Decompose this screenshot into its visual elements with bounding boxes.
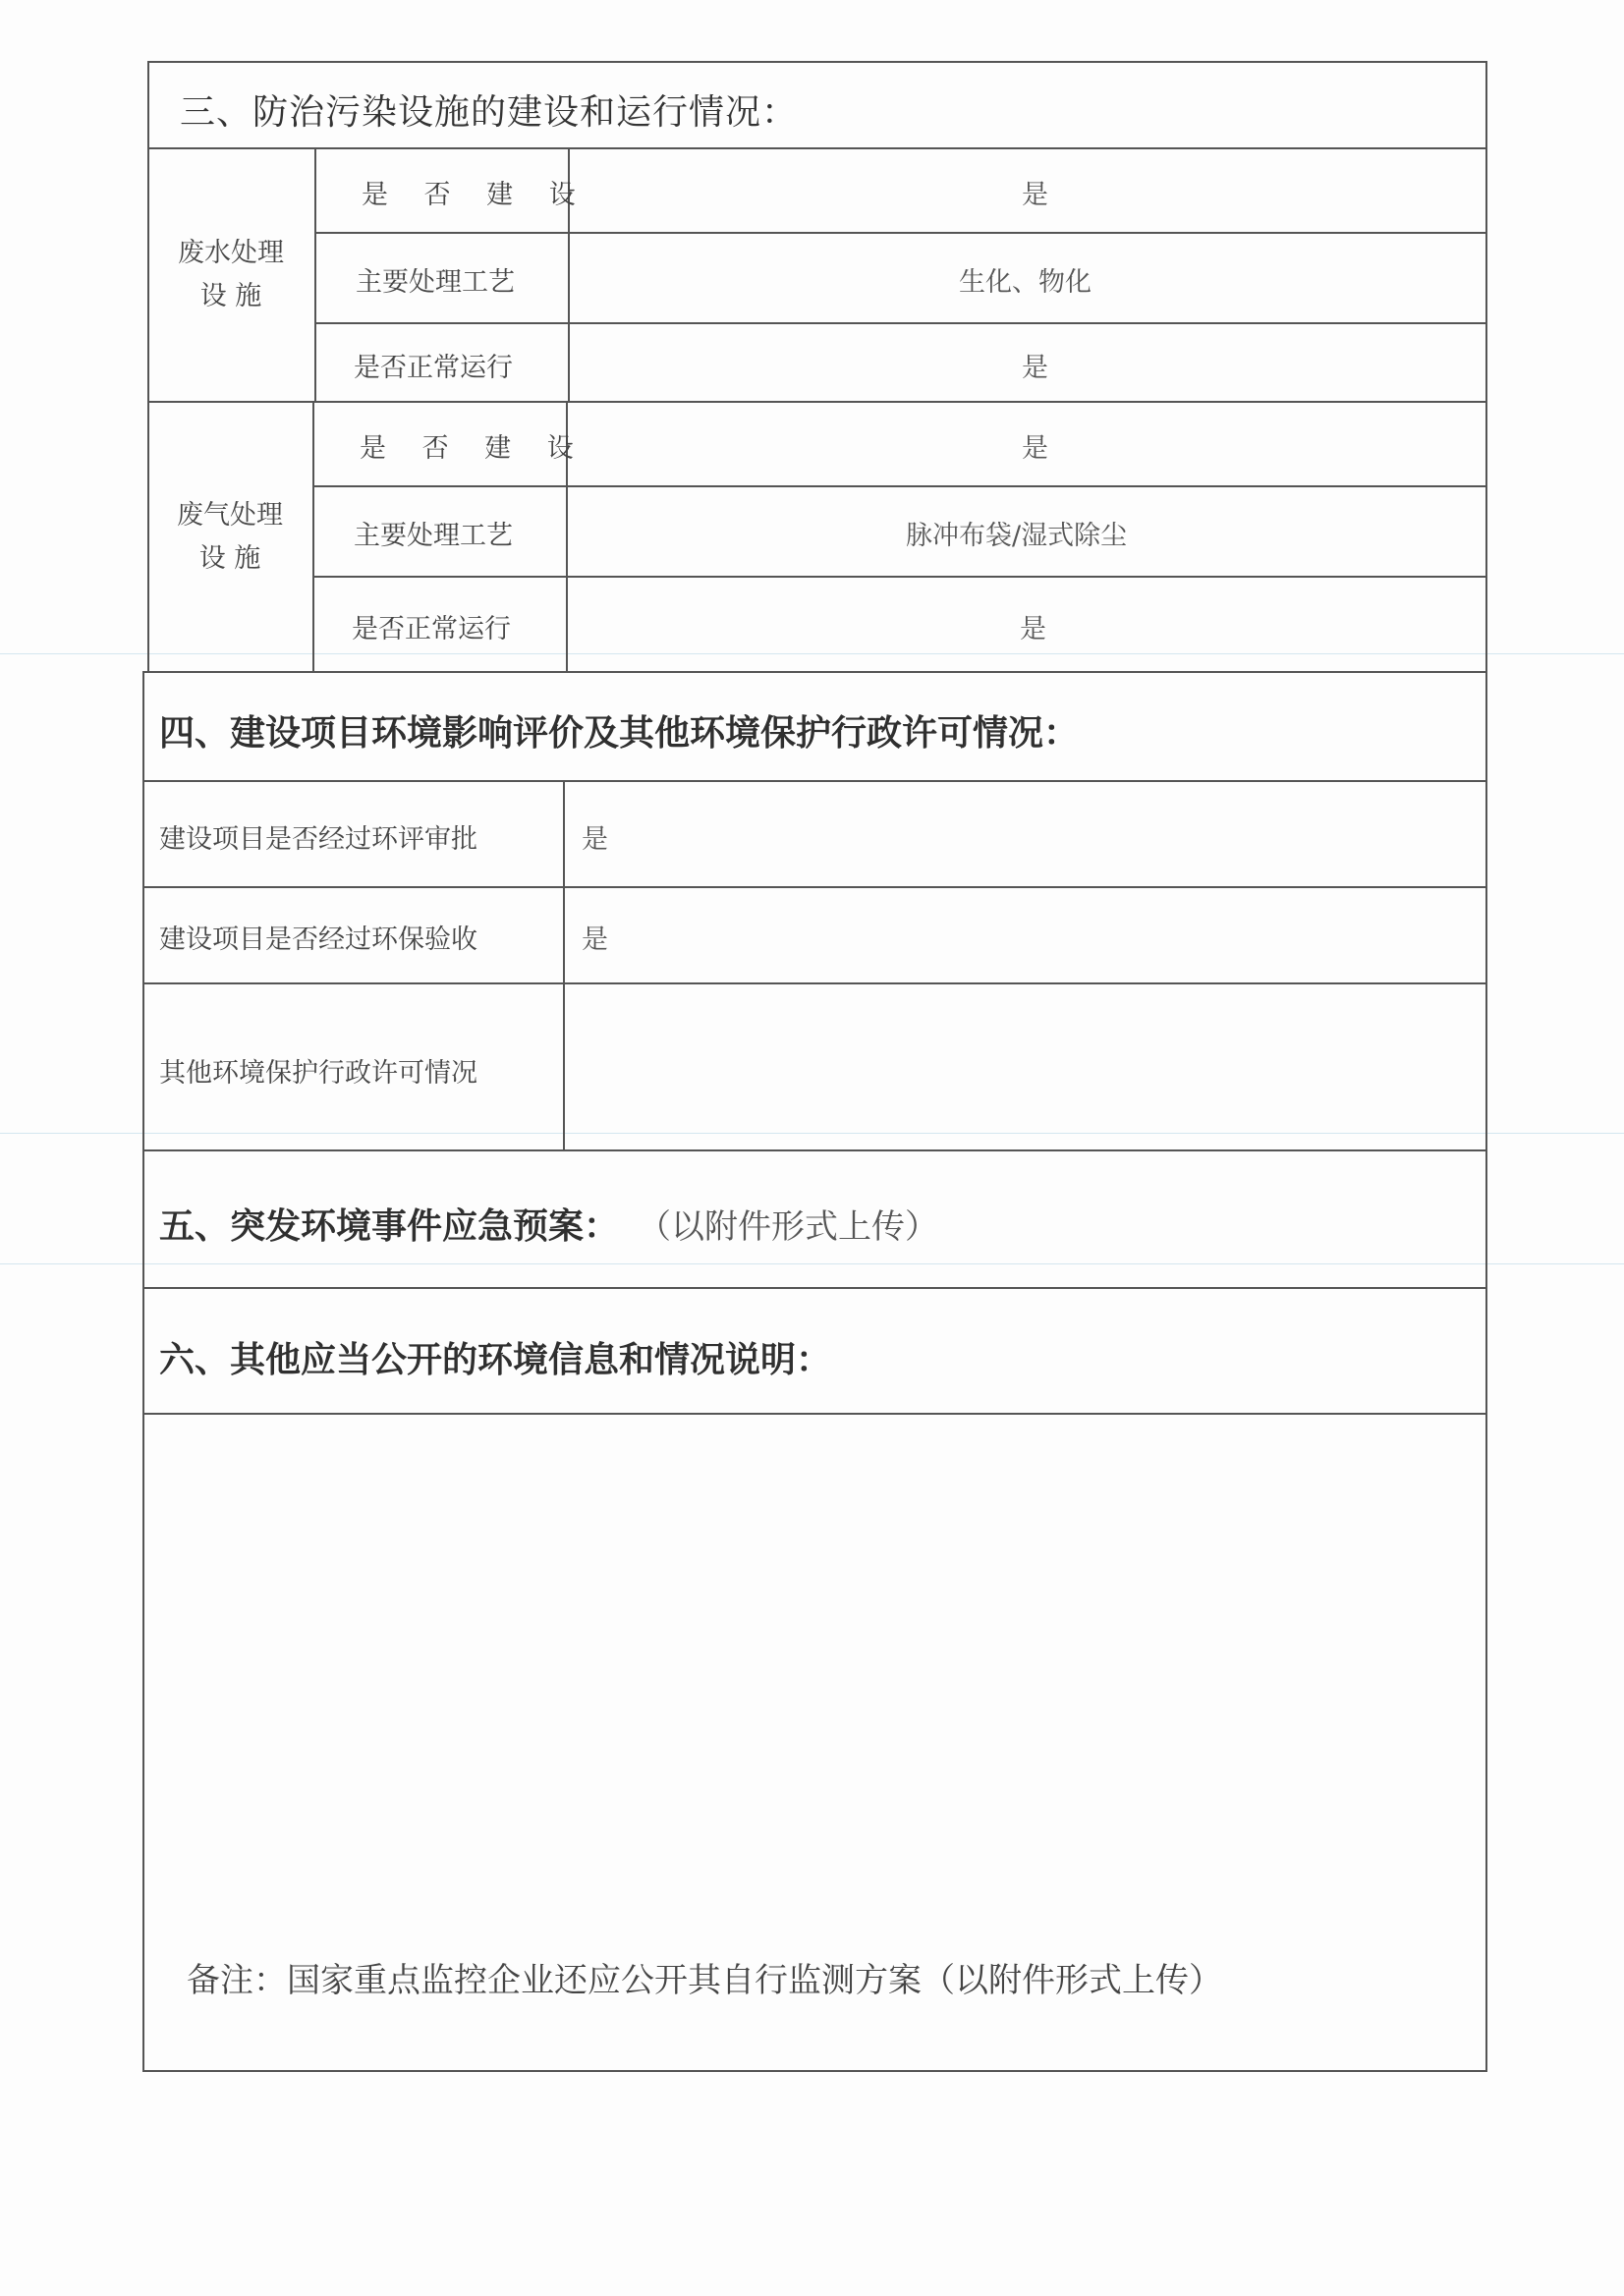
group-divider — [147, 401, 1487, 403]
category-line: 废水处理 — [178, 238, 284, 268]
section6-title-divider — [143, 1413, 1487, 1415]
top-border — [147, 61, 1487, 63]
section4-title: 四、建设项目环境影响评价及其他环境保护行政许可情况： — [159, 713, 1080, 754]
row-value: 是 — [582, 924, 608, 955]
category-line: 设 施 — [199, 281, 262, 311]
row-divider — [314, 232, 1487, 234]
scan-line — [0, 653, 1624, 654]
section5-top-border — [143, 1149, 1487, 1151]
row-divider — [314, 322, 1487, 324]
row-divider — [312, 576, 1487, 578]
row-label: 建设项目是否经过环保验收 — [159, 924, 477, 955]
remark-note: 备注：国家重点监控企业还应公开其自行监测方案（以附件形式上传） — [187, 1961, 1222, 2000]
section6-title: 六、其他应当公开的环境信息和情况说明： — [159, 1340, 832, 1380]
row-value: 是 — [1020, 614, 1046, 644]
category-waste-gas — [147, 494, 312, 581]
section3-title-divider — [147, 147, 1487, 149]
row-label: 主要处理工艺 — [356, 267, 515, 298]
row-label: 是 否 建 设 — [362, 180, 589, 210]
category-wastewater — [147, 232, 314, 318]
row-value: 是 — [1022, 433, 1048, 464]
scan-line — [0, 1133, 1624, 1134]
row-label: 建设项目是否经过环评审批 — [159, 824, 477, 855]
col-divider-label — [563, 780, 565, 1151]
col-divider-category — [314, 147, 316, 402]
scan-line — [0, 1263, 1624, 1264]
row-divider — [143, 982, 1487, 984]
category-line: 设 施 — [198, 543, 261, 574]
row-value: 是 — [1022, 353, 1048, 383]
row-divider — [312, 485, 1487, 487]
bottom-border — [142, 2070, 1487, 2072]
category-line: 废气处理 — [177, 500, 283, 531]
row-label: 是否正常运行 — [354, 353, 513, 383]
section4-title-divider — [143, 780, 1487, 782]
col-divider-category — [312, 401, 314, 672]
section6-top-border — [143, 1287, 1487, 1289]
row-value: 是 — [1022, 180, 1048, 210]
row-divider — [143, 886, 1487, 888]
left-border-lower — [142, 671, 144, 2072]
row-label: 是否正常运行 — [352, 614, 511, 644]
row-label: 是 否 建 设 — [360, 433, 588, 464]
section5-title: 五、突发环境事件应急预案： — [159, 1206, 620, 1247]
row-label: 其他环境保护行政许可情况 — [159, 1058, 477, 1089]
section4-top-border — [143, 671, 1487, 673]
row-label: 主要处理工艺 — [354, 521, 513, 551]
section5-note: （以附件形式上传） — [654, 1207, 939, 1247]
row-value: 是 — [582, 824, 608, 855]
row-value: 生化、物化 — [959, 267, 1092, 298]
section3-title: 三、防治污染设施的建设和运行情况： — [180, 92, 799, 133]
row-value: 脉冲布袋/湿式除尘 — [906, 521, 1128, 551]
section5-title-line — [159, 1199, 938, 1249]
right-border — [1485, 61, 1487, 2072]
